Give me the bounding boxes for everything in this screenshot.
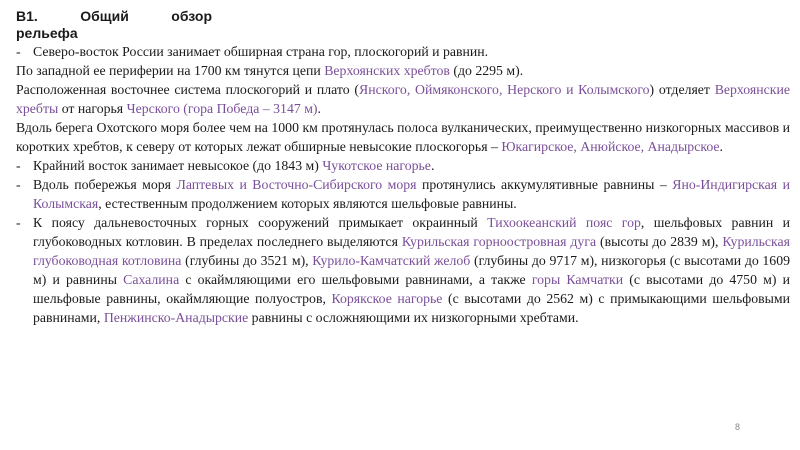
text-run: К поясу дальневосточных горных сооружений примыкает окраинный bbox=[33, 215, 488, 230]
bullet-marker: - bbox=[16, 215, 21, 230]
highlighted-term: Лаптевых и Восточно-Сибирского моря bbox=[176, 177, 417, 192]
text-run: Северо-восток России занимает обширная страна гор, плоскогорий и равнин. bbox=[33, 44, 489, 59]
text-run: (глубины до 9717 м), низкогорья (с высотами до 1609 м) и равнины bbox=[33, 253, 790, 287]
bullet-paragraph bbox=[16, 156, 790, 175]
text-run: (до 2295 м). bbox=[449, 63, 524, 78]
text-run: . bbox=[719, 139, 723, 154]
text-run: от нагорья bbox=[58, 101, 127, 116]
text-run: ) отделяет bbox=[649, 82, 715, 97]
highlighted-term: Сахалина bbox=[123, 272, 180, 287]
slide-title bbox=[16, 8, 212, 42]
text-run: Вдоль берега Охотского моря более чем на 1000 км протянулась полоса вулканических, преимущественно низкогорных массивов и коротких хребтов, к северу от которых лежат обширные невысокие плоскогорья – bbox=[16, 120, 790, 154]
text-run: . bbox=[317, 101, 321, 116]
highlighted-term: Верхоянские хребты bbox=[16, 82, 790, 116]
title-word: обзор bbox=[171, 8, 212, 24]
highlighted-term: Яно-Индигирская и Колымская bbox=[33, 177, 790, 211]
text-run: протянулись аккумулятивные равнины – bbox=[416, 177, 673, 192]
text-run: , естественным продолжением которых являются шельфовые равнины. bbox=[98, 196, 517, 211]
text-run: (с высотами до 4750 м) и шельфовые равнины, окаймляющие полуостров, bbox=[33, 272, 790, 306]
text-run: . bbox=[430, 158, 435, 173]
text-run: Вдоль побережья моря bbox=[33, 177, 177, 192]
title-word: Общий bbox=[80, 8, 129, 24]
text-run: По западной ее периферии на 1700 км тянутся цепи bbox=[16, 63, 325, 78]
paragraph bbox=[16, 118, 790, 156]
highlighted-term: Курильская глубоководная котловина bbox=[33, 234, 790, 268]
highlighted-term: Пенжинско-Анадырские bbox=[103, 310, 249, 325]
bullet-marker: - bbox=[16, 177, 21, 192]
highlighted-term: Юкагирское, Анюйское, Анадырское bbox=[501, 139, 720, 154]
paragraph bbox=[16, 61, 790, 80]
bullet-marker: - bbox=[16, 44, 21, 59]
bullet-paragraph bbox=[16, 42, 790, 61]
highlighted-term: Верхоянских хребтов bbox=[324, 63, 450, 78]
bullet-paragraph bbox=[16, 175, 790, 213]
highlighted-term: Тихоокеанский пояс гор bbox=[487, 215, 641, 230]
text-run: (с высотами до 2562 м) с примыкающими шельфовыми равнинами, bbox=[33, 291, 790, 325]
page-number: 8 bbox=[734, 422, 740, 432]
highlighted-term: Чукотское нагорье bbox=[322, 158, 431, 173]
text-run: (высоты до 2839 м), bbox=[596, 234, 723, 249]
text-run: с окаймляющими его шельфовыми равнинами, а также bbox=[179, 272, 532, 287]
highlighted-term: Черского (гора Победа – 3147 м) bbox=[126, 101, 318, 116]
title-word: В1. bbox=[16, 8, 38, 24]
text-run: (глубины до 3521 м), bbox=[181, 253, 313, 268]
highlighted-term: Корякское нагорье bbox=[331, 291, 443, 306]
highlighted-term: Курильская горноостровная дуга bbox=[401, 234, 597, 249]
bullet-paragraph bbox=[16, 213, 790, 327]
bullet-marker: - bbox=[16, 158, 21, 173]
paragraph bbox=[16, 80, 790, 118]
text-run: , шельфовых равнин и глубоководных котловин. В пределах последнего выделяются bbox=[33, 215, 790, 249]
text-run: Расположенная восточнее система плоскогорий и плато ( bbox=[16, 82, 359, 97]
highlighted-term: Курило-Камчатский желоб bbox=[312, 253, 471, 268]
highlighted-term: Янского, Оймяконского, Нерского и Колымского bbox=[359, 82, 650, 97]
slide-body bbox=[16, 42, 790, 327]
text-run: равнины с осложняющими их низкогорными хребтами. bbox=[248, 310, 579, 325]
title-word: рельефа bbox=[16, 25, 78, 41]
highlighted-term: горы Камчатки bbox=[531, 272, 624, 287]
text-run: Крайний восток занимает невысокое (до 1843 м) bbox=[33, 158, 323, 173]
